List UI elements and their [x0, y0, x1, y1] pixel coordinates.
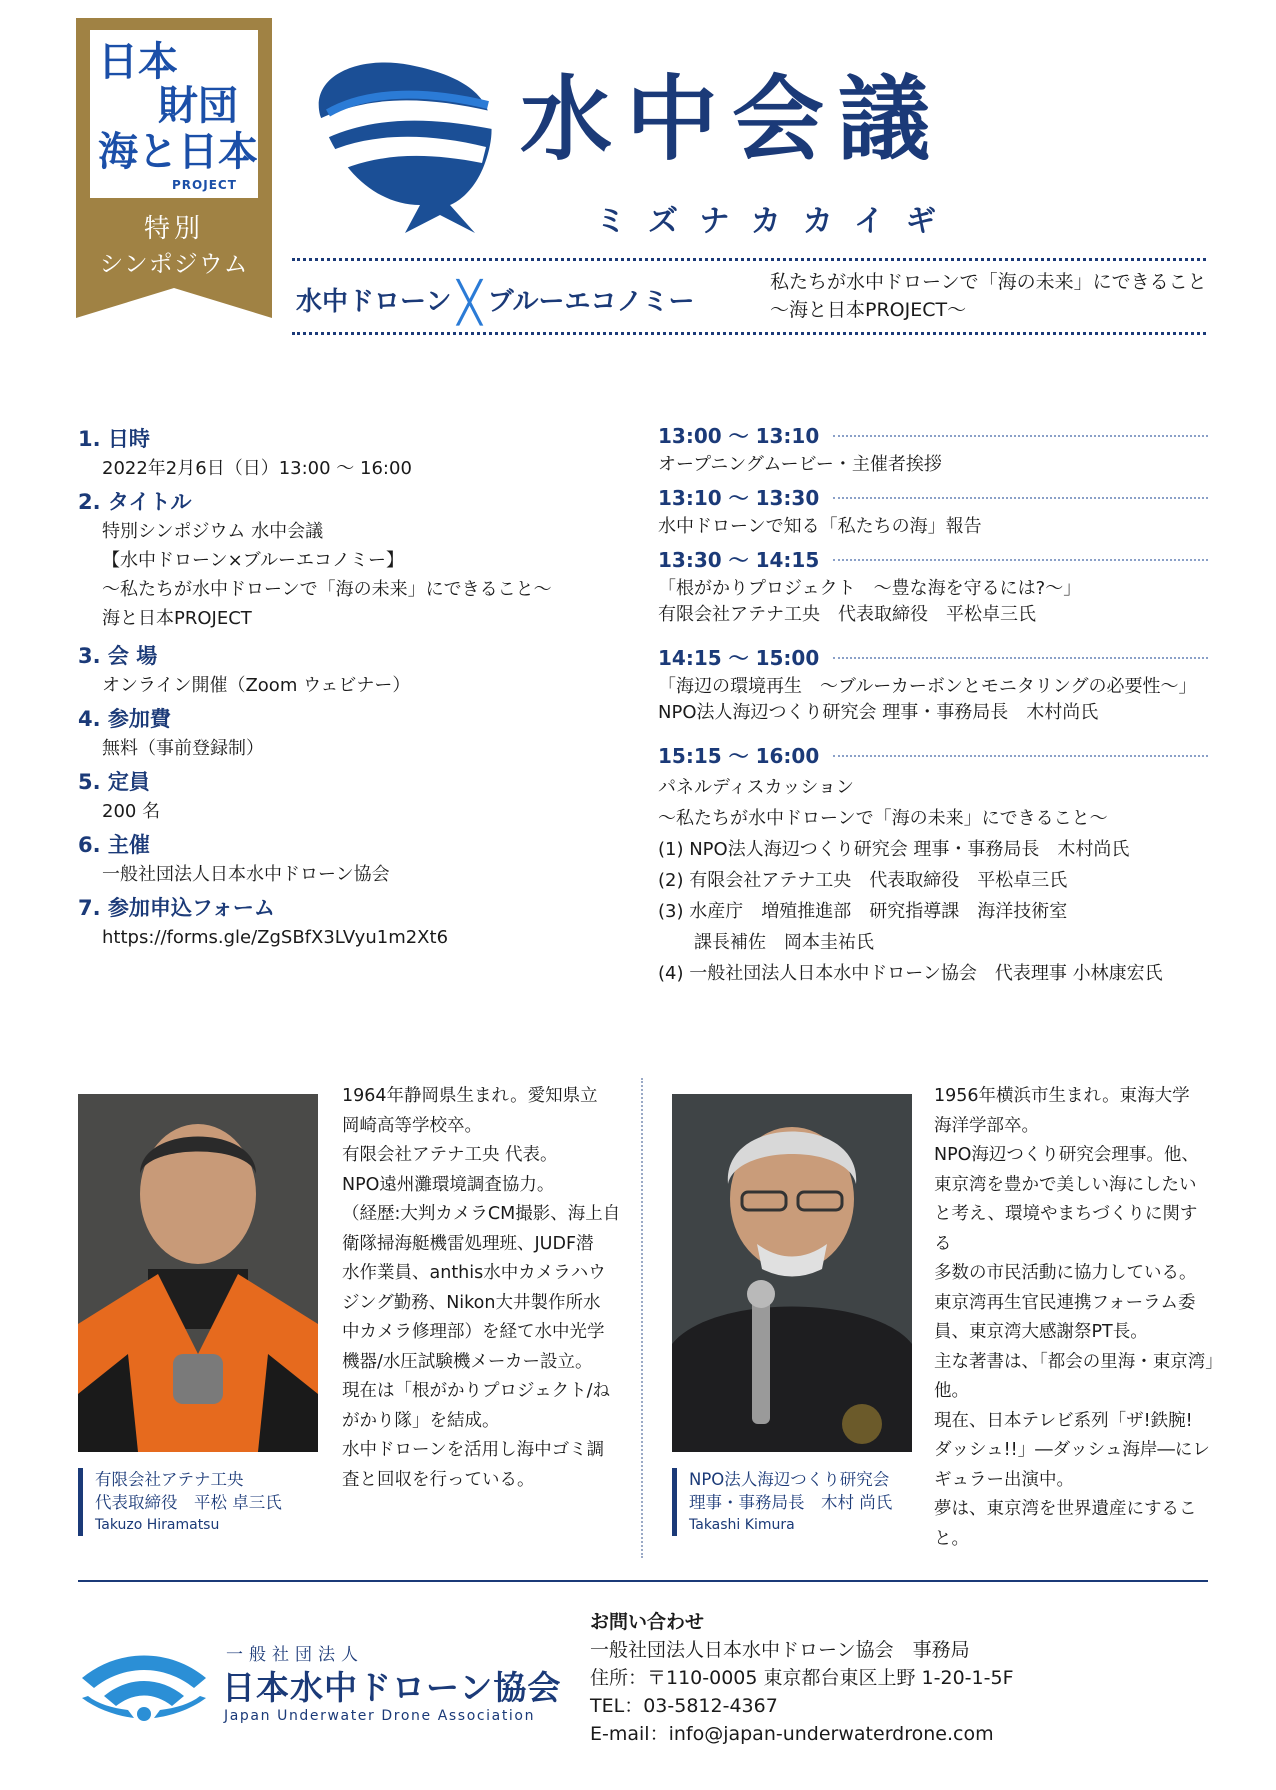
section-header-overview — [78, 372, 630, 412]
bio-line: 現在、日本テレビ系列「ザ!鉄腕! — [934, 1410, 1193, 1431]
panelist: (3) 水産庁 増殖推進部 研究指導課 海洋技術室 — [658, 901, 1068, 922]
wifi-drone-logo-icon — [78, 1652, 210, 1726]
program-detail: ～私たちが水中ドローンで「海の未来」にできること～ — [658, 808, 1108, 829]
overview-value: 2022年2月6日（日）13:00 ～ 16:00 — [102, 458, 412, 479]
program-list — [658, 420, 1208, 993]
bio-line: 東京湾再生官民連携フォーラム委 — [934, 1292, 1196, 1313]
contact-address: 住所：〒110-0005 東京都台東区上野 1-20-1-5F — [590, 1667, 1014, 1689]
bio-line: 海洋学部卒。 — [934, 1115, 1039, 1136]
bio-line: 岡崎高等学校卒。 — [342, 1115, 482, 1136]
dotted-leader — [833, 435, 1208, 437]
speaker-name: 理事・事務局長 木村 尚氏 — [689, 1493, 893, 1512]
program-time: 13:10 ～ 13:30 — [658, 486, 820, 510]
event-title-kana: ミズナカカイギ — [596, 204, 958, 239]
bio-line: 衛隊掃海艇機雷処理班、JUDF潜 — [342, 1233, 594, 1254]
program-time: 14:15 ～ 15:00 — [658, 646, 820, 670]
contact-info — [590, 1608, 1014, 1748]
section-header-program — [656, 372, 1208, 412]
speaker-name: 代表取締役 平松 卓三氏 — [95, 1493, 282, 1512]
tagline-subtitle — [770, 268, 1207, 324]
bio-line: 水中ドローンを活用し海中ゴミ調 — [342, 1440, 605, 1460]
program-detail: 「海辺の環境再生 ～ブルーカーボンとモニタリングの必要性～」 — [658, 676, 1197, 697]
bio-line: 多数の市民活動に協力している。 — [934, 1263, 1197, 1283]
bio-line: ギュラー出演中。 — [934, 1469, 1074, 1490]
speaker-name-en: Takashi Kimura — [689, 1517, 795, 1533]
tagline-drone: 水中ドローン — [296, 287, 452, 317]
divider-bottom — [292, 332, 1206, 335]
cross-icon: ╳ — [457, 280, 482, 326]
speaker-photo-hiramatsu — [78, 1094, 318, 1452]
program-item — [658, 420, 1208, 478]
bio-line: ダッシュ!!」―ダッシュ海岸―にレ — [934, 1440, 1210, 1460]
logo-text-3: PROJECT — [172, 178, 237, 192]
speaker-caption-hiramatsu — [78, 1468, 282, 1536]
program-detail: NPO法人海辺つくり研究会 理事・事務局長 木村尚氏 — [658, 702, 1099, 723]
bio-line: 査と回収を行っている。 — [342, 1469, 535, 1490]
program-item — [658, 482, 1208, 540]
speaker-caption-kimura — [672, 1468, 892, 1536]
program-time: 13:00 ～ 13:10 — [658, 424, 820, 448]
panelist: (1) NPO法人海辺つくり研究会 理事・事務局長 木村尚氏 — [658, 839, 1130, 860]
bio-line: 他。 — [934, 1381, 969, 1401]
overview-item — [78, 704, 598, 763]
overview-value: オンライン開催（Zoom ウェビナー） — [102, 675, 411, 696]
bio-line: 1956年横浜市生まれ。東海大学 — [934, 1086, 1190, 1106]
program-detail: オープニングムービー・主催者挨拶 — [658, 454, 942, 475]
bio-line: 中カメラ修理部）を経て水中光学 — [342, 1322, 605, 1342]
overview-value: 特別シンポジウム 水中会議 — [102, 521, 324, 542]
overview-item — [78, 487, 598, 633]
bio-line: 1964年静岡県生まれ。愛知県立 — [342, 1086, 598, 1106]
panelist: (4) 一般社団法人日本水中ドローン協会 代表理事 小林康宏氏 — [658, 963, 1163, 984]
contact-org: 一般社団法人日本水中ドローン協会 事務局 — [590, 1639, 970, 1661]
speaker-org: NPO法人海辺つくり研究会 — [689, 1470, 890, 1489]
bio-line: （経歴:大判カメラCM撮影、海上自 — [342, 1204, 621, 1224]
section-header-speakers — [78, 1030, 1208, 1070]
whale-logo-icon — [300, 55, 500, 235]
bio-line: 水作業員、anthis水中カメラハウ — [342, 1263, 606, 1283]
overview-value: 海と日本PROJECT — [102, 608, 252, 629]
overview-item — [78, 830, 598, 889]
speaker-org: 有限会社アテナ工央 — [95, 1470, 244, 1489]
program-time: 13:30 ～ 14:15 — [658, 548, 820, 572]
bio-line: 現在は「根がかりプロジェクト/ね — [342, 1381, 611, 1401]
logo-text-2: 海と日本 — [98, 129, 258, 175]
speaker-photo-kimura — [672, 1094, 912, 1452]
overview-value: ～私たちが水中ドローンで「海の未来」にできること～ — [102, 579, 552, 600]
panelist: (2) 有限会社アテナ工央 代表取締役 平松卓三氏 — [658, 870, 1068, 891]
dotted-leader — [833, 657, 1208, 659]
bio-line: 夢は、東京湾を世界遺産にするこ — [934, 1499, 1197, 1519]
tagline-subtitle-line1: 私たちが水中ドローンで「海の未来」にできること — [770, 271, 1207, 293]
overview-value: 一般社団法人日本水中ドローン協会 — [102, 864, 390, 885]
footer-divider — [78, 1580, 1208, 1582]
contact-label: お問い合わせ — [590, 1611, 705, 1633]
dotted-leader — [833, 755, 1208, 757]
overview-value: 【水中ドローン×ブルーエコノミー】 — [102, 550, 405, 571]
panelist: 課長補佐 岡本圭祐氏 — [658, 932, 874, 953]
section-header-bg — [78, 1030, 1208, 1070]
overview-heading: 6. 主催 — [78, 833, 150, 857]
contact-tel: TEL：03-5812-4367 — [590, 1695, 778, 1717]
badge-label-1: 特別 — [143, 214, 204, 244]
program-detail: 「根がかりプロジェクト ～豊な海を守るには?～」 — [658, 578, 1082, 599]
program-item — [658, 642, 1208, 726]
bio-line: と。 — [934, 1528, 969, 1549]
overview-item — [78, 767, 598, 826]
overview-heading: 3. 会 場 — [78, 644, 158, 668]
overview-heading: 1. 日時 — [78, 427, 150, 451]
contact-email[interactable]: E-mail：info@japan-underwaterdrone.com — [590, 1723, 994, 1745]
event-title: 水中会議 — [520, 66, 945, 173]
section-title-program: プログラム — [670, 380, 795, 404]
assoc-name: 日本水中ドローン協会 — [222, 1668, 562, 1707]
tagline-economy: ブルーエコノミー — [487, 287, 695, 317]
logo-text-1b: 財団 — [158, 83, 238, 129]
program-time: 15:15 ～ 16:00 — [658, 744, 820, 768]
tagline-subtitle-line2: ～海と日本PROJECT～ — [770, 299, 967, 321]
section-header-bg — [78, 372, 630, 412]
program-item — [658, 544, 1208, 628]
dotted-leader — [833, 497, 1208, 499]
bio-line: 東京湾を豊かで美しい海にしたい — [934, 1174, 1197, 1195]
bio-line: がかり隊」を結成。 — [342, 1410, 500, 1431]
bio-line: ジング勤務、Nikon大井製作所水 — [342, 1292, 601, 1313]
program-item — [658, 740, 1208, 989]
logo-text-1: 日本 — [98, 39, 178, 85]
section-title-overview: 概要 — [92, 380, 142, 404]
overview-value: 無料（事前登録制） — [102, 738, 264, 759]
tagline-theme — [296, 280, 695, 326]
program-detail: 水中ドローンで知る「私たちの海」報告 — [658, 516, 982, 537]
program-detail: 有限会社アテナ工央 代表取締役 平松卓三氏 — [658, 604, 1036, 625]
program-detail: パネルディスカッション — [658, 777, 855, 798]
bio-line: 有限会社アテナ工央 代表。 — [342, 1145, 558, 1165]
speaker-name-en: Takuzo Hiramatsu — [95, 1517, 220, 1533]
overview-item — [78, 893, 598, 952]
project-badge — [76, 18, 272, 318]
registration-link[interactable]: https://forms.gle/ZgSBfX3LVyu1m2Xt6 — [102, 927, 449, 948]
assoc-name-en: Japan Underwater Drone Association — [224, 1708, 536, 1724]
umi-to-nippon-logo — [90, 30, 258, 198]
overview-heading: 5. 定員 — [78, 770, 150, 794]
section-title-speakers: 講演者紹介 — [92, 1038, 217, 1062]
badge-label-2: シンポジウム — [99, 250, 249, 278]
bio-line: と考え、環境やまちづくりに関する — [934, 1204, 1198, 1254]
bio-line: 員、東京湾大感謝祭PT長。 — [934, 1322, 1148, 1342]
speaker-bio-kimura — [934, 1082, 1223, 1554]
overview-heading: 2. タイトル — [78, 490, 192, 514]
bio-line: NPO遠州灘環境調査協力。 — [342, 1174, 555, 1195]
overview-value: 200 名 — [102, 801, 161, 822]
overview-heading: 4. 参加費 — [78, 707, 171, 731]
overview-list — [78, 424, 598, 956]
bio-line: 機器/水圧試験機メーカー設立。 — [342, 1351, 593, 1372]
speaker-bio-hiramatsu — [342, 1082, 622, 1495]
assoc-type: 一般社団法人 — [226, 1645, 364, 1665]
overview-item — [78, 424, 598, 483]
bio-line: 主な著書は、「都会の里海・東京湾」 — [934, 1351, 1223, 1372]
bio-line: NPO海辺つくり研究会理事。他、 — [934, 1145, 1199, 1165]
divider-top — [292, 258, 1206, 261]
overview-item — [78, 641, 598, 700]
overview-heading: 7. 参加申込フォーム — [78, 896, 275, 920]
column-divider — [641, 1078, 643, 1558]
dotted-leader — [833, 559, 1208, 561]
